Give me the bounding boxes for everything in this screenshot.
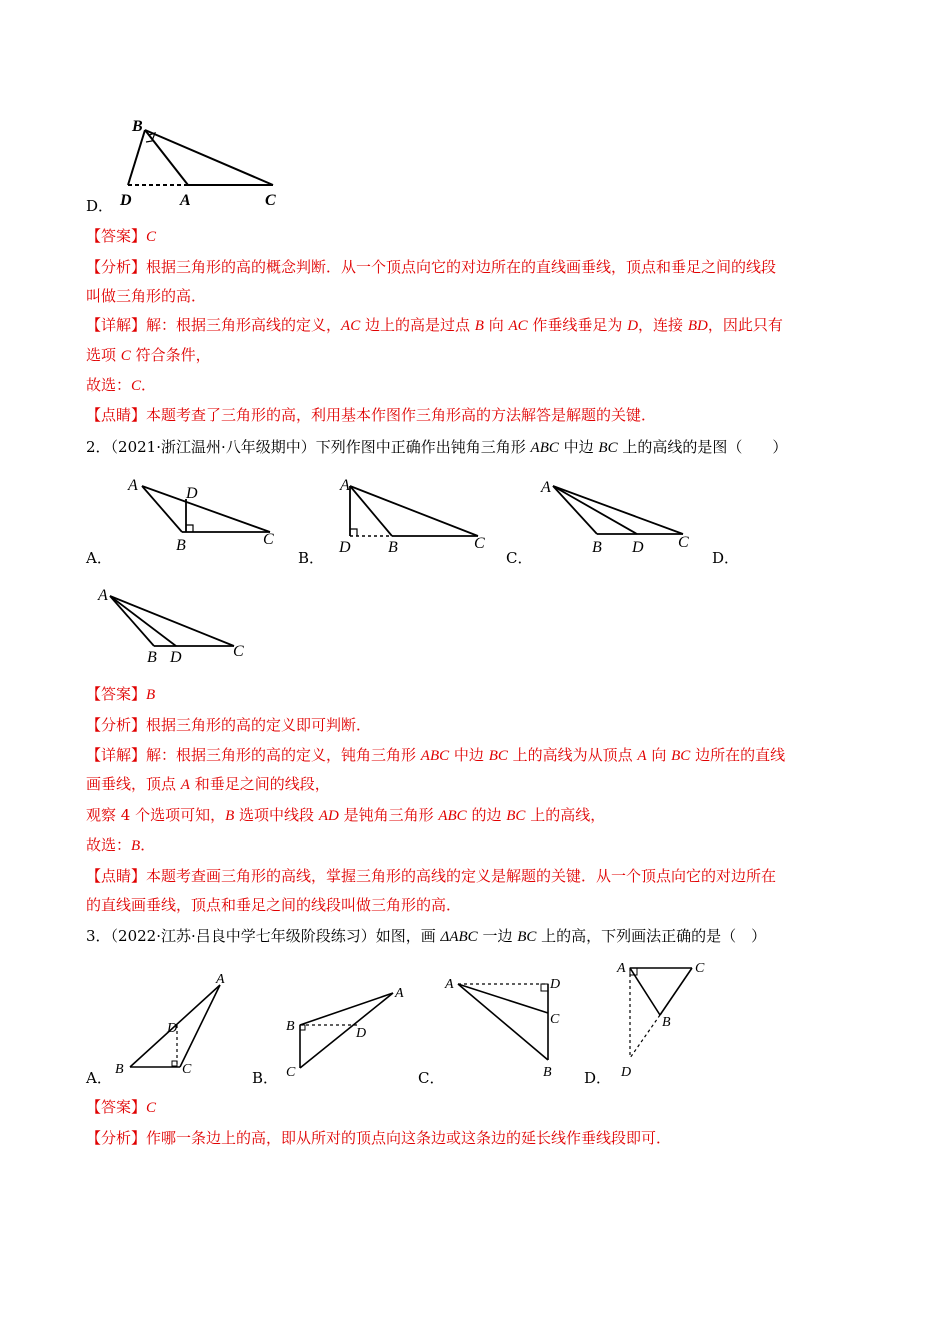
seg-CA [300, 993, 393, 1068]
point-C: C [550, 1012, 560, 1027]
q1-analysis-2: 叫做三角形的高． [86, 287, 207, 305]
point-C: C [263, 531, 274, 548]
seg-AD [553, 486, 637, 534]
q3-figure-c [440, 968, 570, 1083]
q3-figure-d [612, 958, 722, 1083]
q1-option-d-label: D． [86, 197, 114, 215]
q3-analysis: 【分析】作哪一条边上的高，即从所对的顶点向这条边或这条边的延长线作垂线段即可． [86, 1129, 672, 1147]
point-A: A [98, 587, 108, 604]
q3-option-c: C． [418, 1069, 445, 1087]
q1-answer: 【答案】C [86, 227, 157, 245]
seg-CA [180, 985, 220, 1067]
point-D: D [120, 192, 132, 209]
point-A: A [180, 192, 191, 209]
q2-detail-3: 观察 4 个选项可知，B 选项中线段 AD 是钝角三角形 ABC 的边 BC 上的高线， [86, 806, 606, 824]
point-B: B [176, 537, 186, 554]
point-A: A [445, 977, 454, 992]
q2-choose: 故选：B． [86, 836, 156, 854]
point-D: D [632, 539, 644, 556]
q1-figure-d [110, 115, 290, 210]
q3-option-d: D． [584, 1069, 612, 1087]
point-A: A [216, 972, 225, 987]
seg-AC [553, 486, 683, 534]
point-C: C [233, 643, 244, 660]
q1-analysis-1: 【分析】根据三角形的高的概念判断．从一个顶点向它的对边所在的直线画垂线，顶点和垂足之间的线段 [86, 258, 777, 276]
q1-choose: 故选：C． [86, 376, 157, 394]
point-C: C [286, 1065, 296, 1080]
point-C: C [182, 1062, 192, 1077]
point-D: D [356, 1026, 367, 1041]
point-C: C [474, 535, 485, 552]
point-B: B [115, 1062, 124, 1077]
q3-option-b: B． [252, 1069, 279, 1087]
point-D: D [170, 649, 182, 666]
q3-option-a: A． [86, 1069, 112, 1087]
q2-option-a: A． [86, 549, 112, 567]
q2-analysis: 【分析】根据三角形的高的定义即可判断． [86, 716, 372, 734]
q2-figure-a [120, 472, 285, 554]
q2-figure-d [92, 582, 257, 664]
q2-comment-1: 【点睛】本题考查画三角形的高线，掌握三角形的高线的定义是解题的关键．从一个顶点向它的对边所在 [86, 867, 777, 885]
q3-stem: 3．（2022·江苏·吕良中学七年级阶段练习）如图，画 ΔABC 一边 BC 上的高，下列画法正确的是（ ） [86, 927, 767, 945]
point-D: D [339, 539, 351, 556]
point-A: A [340, 477, 350, 494]
q2-option-c: C． [506, 549, 533, 567]
point-C: C [265, 192, 276, 209]
point-B: B [388, 539, 398, 556]
q1-comment: 【点睛】本题考查了三角形的高，利用基本作图作三角形高的方法解答是解题的关键． [86, 406, 657, 424]
point-B: B [132, 118, 143, 135]
point-C: C [678, 534, 689, 551]
q1-detail-2: 选项 C 符合条件， [86, 346, 211, 364]
q3-answer: 【答案】C [86, 1098, 157, 1116]
right-angle-mark [186, 525, 193, 532]
q3-figure-a [110, 965, 235, 1083]
seg-AC [458, 984, 548, 1013]
point-D: D [167, 1021, 178, 1036]
point-A: A [395, 986, 404, 1001]
point-A: A [128, 477, 138, 494]
q2-figure-c [535, 472, 700, 554]
q2-figure-b [330, 472, 495, 554]
right-angle-mark [541, 984, 548, 991]
point-B: B [543, 1065, 552, 1080]
seg-AB [110, 596, 154, 646]
q2-option-d: D． [712, 549, 740, 567]
point-B: B [286, 1019, 295, 1034]
seg-BA [300, 993, 393, 1025]
point-D: D [550, 977, 561, 992]
seg-AB [458, 984, 548, 1060]
point-B: B [592, 539, 602, 556]
seg-CB [660, 968, 692, 1015]
q2-detail-1: 【详解】解：根据三角形的高的定义，钝角三角形 ABC 中边 BC 上的高线为从顶点 A 向 BC 边所在的直线 [86, 746, 786, 764]
point-B: B [147, 649, 157, 666]
q2-detail-2: 画垂线，顶点 A 和垂足之间的线段， [86, 775, 330, 793]
point-D: D [621, 1065, 632, 1080]
seg-AD [110, 596, 176, 646]
point-A: A [541, 479, 551, 496]
q2-option-b: B． [298, 549, 325, 567]
seg-AC [110, 596, 234, 646]
point-C: C [695, 961, 705, 976]
right-angle-mark [350, 529, 357, 536]
q2-stem: 2．（2021·浙江温州·八年级期中）下列作图中正确作出钝角三角形 ABC 中边 BC 上的高线的是图（ ） [86, 438, 788, 456]
q1-detail-1: 【详解】解：根据三角形高线的定义，AC 边上的高是过点 B 向 AC 作垂线垂足为 D，连接 BD，因此只有 [86, 316, 783, 334]
point-B: B [662, 1015, 671, 1030]
q3-figure-b [280, 975, 410, 1083]
seg-AC [350, 486, 478, 536]
point-A: A [617, 961, 626, 976]
q2-comment-2: 的直线画垂线，顶点和垂足之间的线段叫做三角形的高． [86, 896, 462, 914]
right-angle-mark [172, 1061, 177, 1066]
q2-answer: 【答案】B [86, 685, 156, 703]
seg-BD-dashed [630, 1015, 660, 1058]
seg-BD [128, 130, 145, 185]
seg-BC [145, 130, 273, 185]
point-D: D [186, 485, 198, 502]
